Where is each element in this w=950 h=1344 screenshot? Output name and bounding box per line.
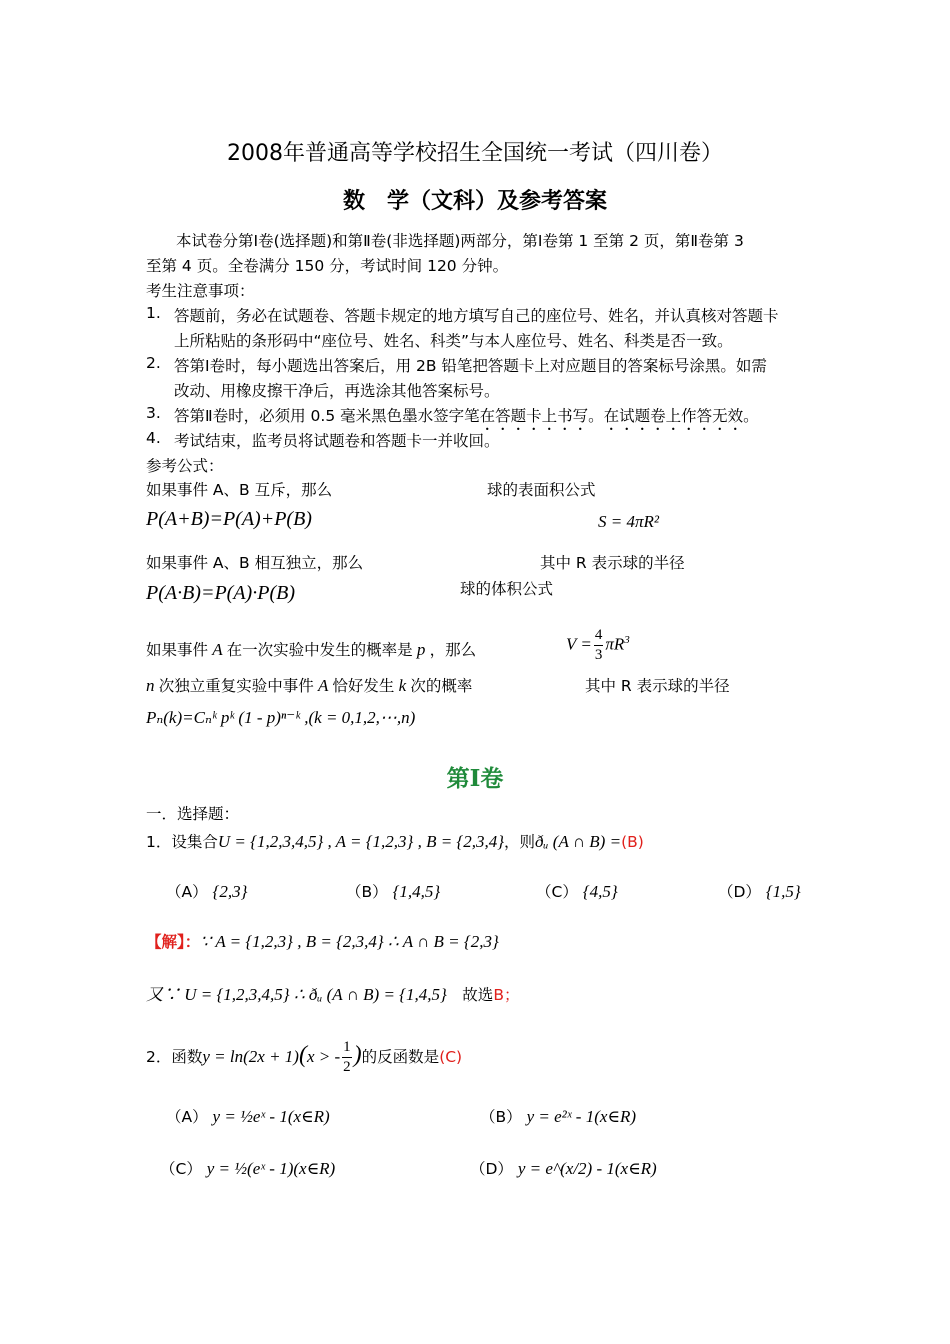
section-title: 第Ⅰ卷 xyxy=(446,765,504,792)
notice-4-line: 考试结束，监考员将试题卷和答题卡一并收回。 xyxy=(174,432,500,450)
q1-solution-tag: 【解】： xyxy=(146,933,201,951)
sphere-area-text: 球的表面积公式 xyxy=(487,481,596,499)
part-heading: 一．选择题： xyxy=(146,805,240,823)
notice-1-line-2: 上所粘贴的条形码中“座位号、姓名、科类”与本人座位号、姓名、科类是否一致。 xyxy=(174,332,733,350)
q1-option-d: （D） {1,5} xyxy=(718,882,801,901)
formula-heading: 参考公式： xyxy=(146,457,224,475)
notice-2-num: 2. xyxy=(146,354,161,372)
notice-4-num: 4. xyxy=(146,429,161,447)
q2-stem: 2．函数y = ln(2x + 1)(x > - $\frac{1}{2}$ )的反函数是(C) xyxy=(146,1039,463,1075)
notice-3-emphasis: 在答题卡上书写。在试题卷上作答无效 xyxy=(479,407,744,425)
indep-text: 如果事件 A、B 相互独立，那么 xyxy=(146,554,364,572)
sphere-area-formula: S = 4πR² xyxy=(598,512,659,531)
notice-heading: 考生注意事项： xyxy=(146,282,255,300)
q1-solution-line-1: 【解】：∵ A = {1,2,3} , B = {2,3,4} ∴ A ∩ B = {2,3} xyxy=(146,932,499,951)
q1-solution-answer: B； xyxy=(493,986,520,1004)
prob-text: 如果事件 A 在一次实验中发生的概率是 p ，那么 xyxy=(146,640,477,659)
q1-option-c: （C） {4,5} xyxy=(536,882,618,901)
radius-note-2: 其中 R 表示球的半径 xyxy=(585,677,730,695)
q2-option-d: （D） y = e^(x/2) - 1(x∈R) xyxy=(470,1159,657,1178)
indep-formula: P(A·B)=P(A)·P(B) xyxy=(146,582,295,604)
intro-line-2: 至第 4 页。全卷满分 150 分，考试时间 120 分钟。 xyxy=(146,257,509,275)
radius-note-1: 其中 R 表示球的半径 xyxy=(540,554,685,572)
page-subtitle: 数 学（文科）及参考答案 xyxy=(342,189,607,214)
intro-line-1: 本试卷分第Ⅰ卷(选择题)和第Ⅱ卷(非选择题)两部分，第Ⅰ卷第 1 至第 2 页，第Ⅱ卷第 3 xyxy=(176,232,744,250)
sphere-vol-text: 球的体积公式 xyxy=(460,580,554,598)
page-title: 2008年普通高等学校招生全国统一考试（四川卷） xyxy=(227,141,723,166)
q1-answer: (B) xyxy=(621,833,644,851)
mutex-text: 如果事件 A、B 互斥，那么 xyxy=(146,481,333,499)
q1-option-b: （B） {1,4,5} xyxy=(346,882,441,901)
q1-solution-line-2: 又∵ U = {1,2,3,4,5} ∴ ðᵤ (A ∩ B) = {1,4,5} 故选B； xyxy=(146,985,520,1004)
binom-formula: Pₙ(k)=Cₙᵏ pᵏ (1 - p)ⁿ⁻ᵏ ,(k = 0,1,2,⋯,n) xyxy=(146,708,416,727)
notice-2-line-1: 答第Ⅰ卷时，每小题选出答案后，用 2B 铅笔把答题卡上对应题目的答案标号涂黑。如需 xyxy=(174,357,767,375)
q2-option-c: （C） y = ½(eˣ - 1)(x∈R) xyxy=(160,1159,336,1178)
q2-option-a: （A） y = ½eˣ - 1(x∈R) xyxy=(166,1107,330,1126)
sphere-vol-formula: V = $\frac{4}{3}$ $\pi R^3$ xyxy=(566,627,630,663)
q1-stem: 1．设集合U = {1,2,3,4,5} , A = {1,2,3} , B = {2,3,4}，则ðᵤ (A ∩ B) =(B) xyxy=(146,832,644,851)
notice-3-text-c: 。 xyxy=(743,407,759,425)
notice-3-text-a: 答第Ⅱ卷时，必须用 0.5 毫米黑色墨水签字笔 xyxy=(174,407,480,425)
notice-2-line-2: 改动、用橡皮擦干净后，再选涂其他答案标号。 xyxy=(174,382,500,400)
q2-answer: (C) xyxy=(439,1048,463,1066)
q1-option-a: （A） {2,3} xyxy=(166,882,248,901)
notice-1-line-1: 答题前，务必在试题卷、答题卡规定的地方填写自己的座位号、姓名，并认真核对答题卡 xyxy=(174,307,779,325)
q2-option-b: （B） y = e²ˣ - 1(x∈R) xyxy=(480,1107,637,1126)
notice-1-num: 1. xyxy=(146,304,161,322)
binom-text: n 次独立重复实验中事件 A 恰好发生 k 次的概率 xyxy=(146,676,473,695)
notice-3-num: 3. xyxy=(146,404,161,422)
mutex-formula: P(A+B)=P(A)+P(B) xyxy=(146,508,312,530)
